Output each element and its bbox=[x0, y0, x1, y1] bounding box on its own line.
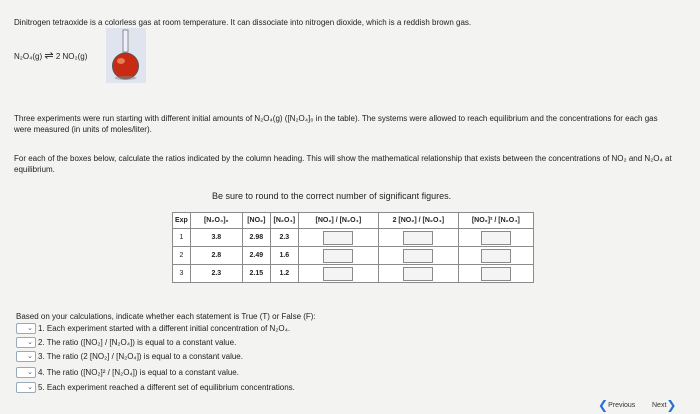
no2-value: 2.49 bbox=[242, 247, 270, 265]
ratio2-input-exp1[interactable] bbox=[403, 231, 433, 245]
tf-select-4[interactable] bbox=[16, 367, 36, 378]
n2o4-value: 2.3 bbox=[270, 229, 298, 247]
statement-text: 4. The ratio ([NO₂]² / [N₂O₄]) is equal to a constant value. bbox=[38, 367, 239, 377]
equilibrium-arrow: ⇌ bbox=[44, 50, 54, 62]
statement-text: 2. The ratio ([NO₂] / [N₂O₄]) is equal to a constant value. bbox=[38, 337, 237, 347]
chevron-down-icon: ⌄ bbox=[27, 368, 33, 376]
instructions: For each of the boxes below, calculate the ratios indicated by the column heading. This will show the mathematical relationship that exists between the concentrations of NO₂ and N₂O₄ at equilibrium. bbox=[14, 154, 672, 174]
statement-text: 3. The ratio (2 [NO₂] / [N₂O₄]) is equal to a constant value. bbox=[38, 351, 243, 361]
col-initial-n2o4: [N₂O₄]₀ bbox=[190, 213, 242, 229]
table-header-row bbox=[173, 213, 534, 229]
exp-number: 3 bbox=[173, 265, 191, 283]
ratio3-cell bbox=[458, 265, 533, 283]
ratio2-cell bbox=[378, 247, 458, 265]
chevron-right-icon: ❯ bbox=[666, 398, 677, 412]
statement-text: 5. Each experiment reached a different set of equilibrium concentrations. bbox=[38, 382, 295, 392]
col-ratio1: [NO₂] / [N₂O₄] bbox=[298, 213, 378, 229]
ratio1-input-exp1[interactable] bbox=[323, 231, 353, 245]
statement-1 bbox=[16, 322, 290, 334]
initial-value: 3.8 bbox=[190, 229, 242, 247]
ratio3-cell bbox=[458, 229, 533, 247]
ratio1-cell bbox=[298, 247, 378, 265]
chevron-down-icon: ⌄ bbox=[27, 324, 33, 332]
statement-4 bbox=[16, 366, 239, 378]
statement-text: 1. Each experiment started with a different initial concentration of N₂O₄. bbox=[38, 323, 291, 333]
chevron-down-icon: ⌄ bbox=[27, 383, 33, 391]
exp-number: 2 bbox=[173, 247, 191, 265]
ratio1-cell bbox=[298, 265, 378, 283]
statement-5 bbox=[16, 381, 295, 393]
ratio2-input-exp2[interactable] bbox=[403, 249, 433, 263]
next-label: Next bbox=[652, 401, 667, 409]
previous-button[interactable] bbox=[598, 398, 635, 412]
chevron-down-icon: ⌄ bbox=[27, 338, 33, 346]
n2o4-value: 1.2 bbox=[270, 265, 298, 283]
ratio2-input-exp3[interactable] bbox=[403, 267, 433, 281]
col-ratio3: [NO₂]² / [N₂O₄] bbox=[458, 213, 533, 229]
chevron-left-icon: ❮ bbox=[598, 398, 609, 412]
initial-value: 2.3 bbox=[190, 265, 242, 283]
intro-text: Dinitrogen tetraoxide is a colorless gas at room temperature. It can dissociate into nitrogen dioxide, which is a reddish brown gas. bbox=[14, 18, 472, 27]
round-note: Be sure to round to the correct number of significant figures. bbox=[212, 191, 452, 201]
tf-select-3[interactable] bbox=[16, 351, 36, 362]
col-ratio2: 2 [NO₂] / [N₂O₄] bbox=[378, 213, 458, 229]
n2o4-value: 1.6 bbox=[270, 247, 298, 265]
col-n2o4: [N₂O₄] bbox=[270, 213, 298, 229]
tf-select-2[interactable] bbox=[16, 337, 36, 348]
next-button[interactable] bbox=[652, 398, 676, 412]
ratio3-input-exp3[interactable] bbox=[481, 267, 511, 281]
previous-label: Previous bbox=[608, 401, 636, 409]
table-row bbox=[173, 247, 534, 265]
ratio1-input-exp2[interactable] bbox=[323, 249, 353, 263]
col-exp: Exp bbox=[173, 213, 191, 229]
statements-instruction: Based on your calculations, indicate whether each statement is True (T) or False (F): bbox=[16, 312, 316, 321]
ratio3-cell bbox=[458, 247, 533, 265]
reaction-equation bbox=[14, 51, 87, 62]
ratio1-cell bbox=[298, 229, 378, 247]
initial-value: 2.8 bbox=[190, 247, 242, 265]
ratio3-input-exp1[interactable] bbox=[481, 231, 511, 245]
no2-value: 2.98 bbox=[242, 229, 270, 247]
tf-select-1[interactable] bbox=[16, 323, 36, 334]
table-row bbox=[173, 229, 534, 247]
experiment-description: Three experiments were run starting with different initial amounts of N₂O₄(g) ([N₂O₄]₀ in the table). The systems were allowed to reach equilibrium and the concentrations for each gas were measured (in units of moles/liter). bbox=[14, 114, 658, 134]
statement-3 bbox=[16, 350, 243, 362]
data-table bbox=[172, 212, 534, 283]
ratio3-input-exp2[interactable] bbox=[481, 249, 511, 263]
col-no2: [NO₂] bbox=[242, 213, 270, 229]
exp-number: 1 bbox=[173, 229, 191, 247]
table-row bbox=[173, 265, 534, 283]
ratio2-cell bbox=[378, 265, 458, 283]
flask-image bbox=[106, 28, 146, 83]
reactant: N₂O₄(g) bbox=[14, 52, 43, 61]
chevron-down-icon: ⌄ bbox=[27, 352, 33, 360]
tf-select-5[interactable] bbox=[16, 382, 36, 393]
product: 2 NO₂(g) bbox=[55, 52, 88, 61]
statement-2 bbox=[16, 336, 236, 348]
no2-value: 2.15 bbox=[242, 265, 270, 283]
ratio2-cell bbox=[378, 229, 458, 247]
ratio1-input-exp3[interactable] bbox=[323, 267, 353, 281]
